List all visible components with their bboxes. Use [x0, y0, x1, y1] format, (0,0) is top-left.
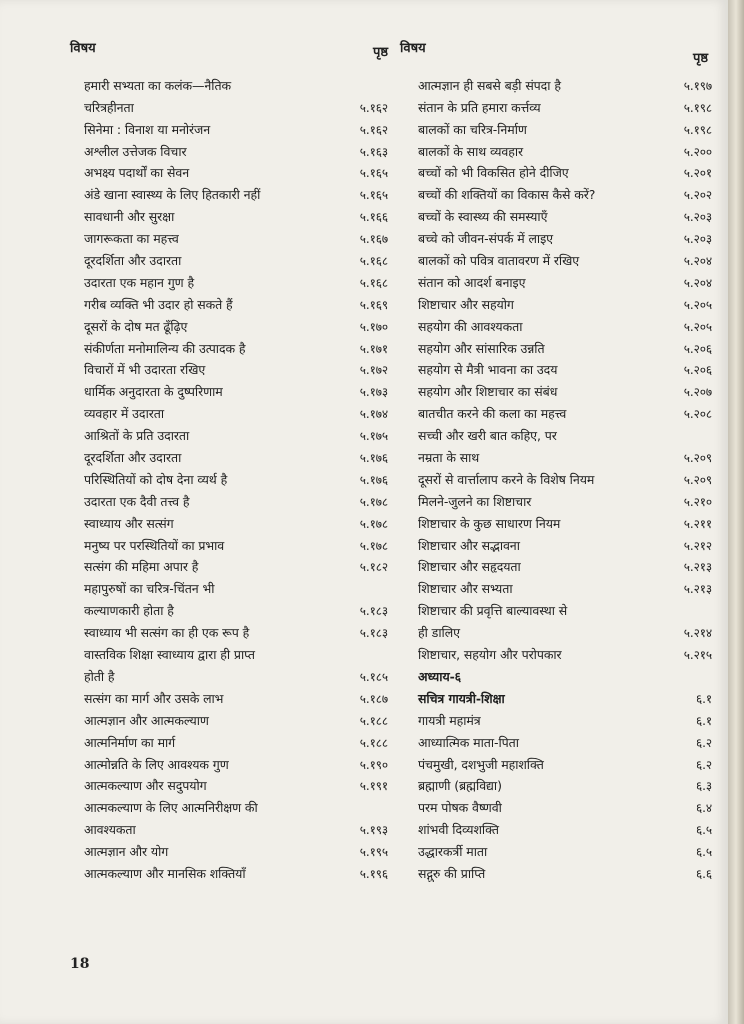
toc-entry — [70, 575, 388, 597]
toc-entry-title: आत्मनिर्माण का मार्ग — [84, 734, 176, 750]
toc-entry-title: नम्रता के साथ — [418, 450, 480, 466]
toc-entry-title: संतान के प्रति हमारा कर्त्तव्य — [418, 99, 541, 115]
toc-entry — [70, 313, 388, 335]
toc-entry-title: दूसरों के दोष मत ढूँढ़िए — [84, 318, 188, 334]
toc-entry — [400, 291, 712, 313]
toc-entry-page: ५.२१३ — [683, 582, 712, 597]
toc-column-right — [400, 38, 712, 882]
toc-entry — [400, 181, 712, 203]
toc-entry-title: शिष्टाचार और सभ्यता — [418, 581, 513, 597]
toc-entry-page: ५.१६८ — [359, 254, 388, 269]
toc-entry-page: ६.१ — [696, 713, 712, 728]
toc-entry-page: ५.१८७ — [359, 691, 388, 706]
toc-entry — [70, 116, 388, 138]
toc-entry-title: आत्मकल्याण के लिए आत्मनिरीक्षण की — [84, 800, 258, 816]
toc-entry-page: ५.२०९ — [683, 451, 712, 466]
toc-entry-title: उदारता एक महान गुण है — [84, 274, 195, 290]
toc-entry-page: ६.३ — [696, 779, 712, 794]
toc-entry-page: ५.१६२ — [359, 122, 388, 137]
toc-entry-page: ५.१६२ — [359, 100, 388, 115]
toc-entry — [70, 247, 388, 269]
toc-entry-page: ६.५ — [696, 845, 712, 860]
toc-entry — [70, 554, 388, 576]
toc-entry-title: आत्मकल्याण और मानसिक शक्तियाँ — [84, 865, 246, 881]
toc-entry — [400, 619, 712, 641]
toc-entry — [70, 597, 388, 619]
toc-entry-title: सच्ची और खरी बात कहिए, पर — [418, 428, 557, 444]
toc-entry-title: संतान को आदर्श बनाइए — [418, 274, 526, 290]
toc-entry — [70, 794, 388, 816]
toc-entry-page: ५.२१२ — [683, 538, 712, 553]
toc-entry — [400, 663, 712, 685]
toc-entry-page: ५.१६५ — [359, 166, 388, 181]
toc-entry-title: धार्मिक अनुदारता के दुष्परिणाम — [84, 384, 223, 400]
toc-entry-page: ५.२०२ — [683, 188, 712, 203]
toc-entry-title: ब्रह्माणी (ब्रह्मविद्या) — [418, 778, 502, 794]
toc-entry-title: ही डालिए — [418, 625, 460, 641]
toc-entry — [400, 575, 712, 597]
toc-entry-title: दूसरों से वार्त्तालाप करने के विशेष नियम — [418, 471, 595, 487]
toc-entry-page: ५.२०१ — [683, 166, 712, 181]
toc-entry — [70, 685, 388, 707]
toc-entry-title: दूरदर्शिता और उदारता — [84, 253, 182, 269]
toc-entry-title: चरित्रहीनता — [84, 99, 134, 115]
toc-entry-title: उद्धारकर्त्री माता — [418, 844, 488, 860]
toc-entry-page: ५.१९८ — [683, 100, 712, 115]
toc-entry-page: ५.१७६ — [359, 451, 388, 466]
toc-header-right — [400, 38, 712, 68]
toc-entry-page: ५.१७४ — [359, 407, 388, 422]
toc-entry — [70, 225, 388, 247]
toc-entry-title: मिलने-जुलने का शिष्टाचार — [418, 493, 532, 509]
toc-entry — [400, 116, 712, 138]
toc-entry-page: ६.५ — [696, 823, 712, 838]
toc-entry — [400, 400, 712, 422]
toc-entry-title: अश्लील उत्तेजक विचार — [84, 143, 187, 159]
toc-entry — [70, 94, 388, 116]
toc-entry — [70, 641, 388, 663]
toc-column-left — [70, 38, 388, 882]
toc-entry — [400, 729, 712, 751]
toc-list-right — [400, 72, 712, 882]
toc-entry-page: ६.१ — [696, 691, 712, 706]
toc-entry-title: बच्चों के स्वास्थ्य की समस्याएँ — [418, 209, 548, 225]
toc-entry — [400, 225, 712, 247]
subject-heading: विषय — [70, 41, 96, 56]
toc-entry — [70, 860, 388, 882]
toc-entry-title: होती है — [84, 668, 115, 684]
toc-entry — [70, 400, 388, 422]
toc-entry — [400, 794, 712, 816]
toc-entry-title: परम पोषक वैष्णवी — [418, 800, 502, 816]
toc-entry — [70, 72, 388, 94]
toc-entry-title: जागरूकता का महत्त्व — [84, 231, 179, 247]
toc-entry — [70, 488, 388, 510]
toc-entry — [400, 269, 712, 291]
toc-header-left — [70, 38, 388, 68]
toc-entry — [400, 94, 712, 116]
toc-entry — [70, 335, 388, 357]
toc-entry-title: सहयोग से मैत्री भावना का उदय — [418, 362, 558, 378]
toc-entry-page: ५.१७३ — [359, 385, 388, 400]
toc-entry-title: हमारी सभ्यता का कलंक—नैतिक — [84, 77, 231, 93]
toc-entry-page: ५.१९३ — [359, 823, 388, 838]
toc-entry-page: ५.१८५ — [359, 669, 388, 684]
toc-entry-page: ५.१७८ — [359, 494, 388, 509]
toc-entry-page: ५.१८२ — [359, 560, 388, 575]
toc-entry — [400, 247, 712, 269]
toc-entry-page: ५.१७२ — [359, 363, 388, 378]
toc-entry-page: ५.१६९ — [359, 297, 388, 312]
toc-entry — [70, 181, 388, 203]
toc-entry-title: बच्चों की शक्तियों का विकास कैसे करें? — [418, 187, 596, 203]
toc-entry-page: ६.२ — [696, 735, 712, 750]
toc-entry — [400, 422, 712, 444]
toc-entry — [400, 532, 712, 554]
toc-entry-title: आवश्यकता — [84, 822, 136, 838]
toc-entry-title: परिस्थितियों को दोष देना व्यर्थ है — [84, 471, 228, 487]
toc-entry — [400, 466, 712, 488]
toc-entry-page: ६.२ — [696, 757, 712, 772]
toc-entry-title: शिष्टाचार और सहृदयता — [418, 559, 521, 575]
toc-entry-title: दूरदर्शिता और उदारता — [84, 450, 182, 466]
toc-entry-title: आत्मोन्नति के लिए आवश्यक गुण — [84, 756, 229, 772]
subject-heading: विषय — [400, 41, 426, 56]
toc-entry-page: ५.१८३ — [359, 626, 388, 641]
toc-entry-page: ५.१८८ — [359, 713, 388, 728]
toc-entry — [400, 685, 712, 707]
toc-entry-title: शिष्टाचार के कुछ साधारण नियम — [418, 515, 561, 531]
toc-entry-title: आत्मज्ञान ही सबसे बड़ी संपदा है — [418, 77, 561, 93]
toc-entry-title: शिष्टाचार और सहयोग — [418, 296, 514, 312]
toc-entry-page: ५.१६८ — [359, 275, 388, 290]
toc-entry — [70, 532, 388, 554]
toc-entry-title: महापुरुषों का चरित्र-चिंतन भी — [84, 581, 215, 597]
toc-entry-page: ५.१९७ — [683, 78, 712, 93]
toc-entry-page: ५.१९५ — [359, 845, 388, 860]
toc-entry — [400, 488, 712, 510]
toc-entry — [70, 203, 388, 225]
toc-entry-page: ५.२०४ — [683, 254, 712, 269]
toc-entry — [70, 707, 388, 729]
toc-entry-page: ५.१६५ — [359, 188, 388, 203]
toc-entry-title: वास्तविक शिक्षा स्वाध्याय द्वारा ही प्राप्त — [84, 647, 255, 663]
toc-entry-page: ५.१९८ — [683, 122, 712, 137]
toc-entry — [70, 729, 388, 751]
toc-entry — [400, 335, 712, 357]
toc-entry — [400, 160, 712, 182]
toc-entry-title: बातचीत करने की कला का महत्त्व — [418, 406, 567, 422]
page-edge — [728, 0, 744, 1024]
toc-entry-title: शिष्टाचार, सहयोग और परोपकार — [418, 647, 562, 663]
toc-entry-title: सत्संग का मार्ग और उसके लाभ — [84, 690, 224, 706]
toc-entry-title: बालकों के साथ व्यवहार — [418, 143, 524, 159]
toc-entry-title: अंडे खाना स्वास्थ्य के लिए हितकारी नहीं — [84, 187, 261, 203]
toc-entry-page: ५.२०४ — [683, 275, 712, 290]
toc-entry-title: स्वाध्याय और सत्संग — [84, 515, 174, 531]
toc-list-left — [70, 72, 388, 882]
toc-entry-title: आत्मज्ञान और योग — [84, 844, 169, 860]
toc-entry — [70, 751, 388, 773]
toc-entry-page: ५.२०६ — [683, 363, 712, 378]
toc-entry-title: सहयोग की आवश्यकता — [418, 318, 523, 334]
toc-entry — [70, 444, 388, 466]
toc-entry-page: ५.१७१ — [359, 341, 388, 356]
toc-entry-title: आश्रितों के प्रति उदारता — [84, 428, 190, 444]
toc-entry-page: ५.१७० — [359, 319, 388, 334]
toc-entry-page: ५.१७५ — [359, 429, 388, 444]
toc-entry — [70, 619, 388, 641]
toc-entry-page: ५.२०५ — [683, 319, 712, 334]
toc-entry-page: ५.१६६ — [359, 210, 388, 225]
toc-entry — [400, 773, 712, 795]
toc-entry-page: ५.२१३ — [683, 560, 712, 575]
toc-entry — [400, 203, 712, 225]
toc-entry-page: ५.२०६ — [683, 341, 712, 356]
toc-entry-page: ५.२०५ — [683, 297, 712, 312]
toc-entry — [400, 641, 712, 663]
toc-entry — [400, 72, 712, 94]
toc-entry — [70, 838, 388, 860]
toc-entry — [70, 160, 388, 182]
toc-entry-title: शिष्टाचार की प्रवृत्ति बाल्यावस्था से — [418, 603, 568, 619]
toc-entry-title: आत्मकल्याण और सदुपयोग — [84, 778, 207, 794]
toc-entry-title: स्वाध्याय भी सत्संग का ही एक रूप है — [84, 625, 250, 641]
toc-entry-page: ५.१६७ — [359, 232, 388, 247]
toc-entry-title: उदारता एक दैवी तत्त्व है — [84, 493, 190, 509]
toc-entry-page: ५.२१५ — [683, 648, 712, 663]
toc-entry-title: मनुष्य पर परस्थितियों का प्रभाव — [84, 537, 225, 553]
toc-entry-page: ६.६ — [696, 866, 712, 881]
toc-entry-page: ५.२०८ — [683, 407, 712, 422]
toc-entry — [400, 860, 712, 882]
toc-entry-title: बालकों का चरित्र-निर्माण — [418, 121, 527, 137]
toc-entry-page: ५.१७८ — [359, 516, 388, 531]
toc-entry-title: शांभवी दिव्यशक्ति — [418, 822, 499, 838]
toc-entry-title: कल्याणकारी होता है — [84, 603, 174, 619]
toc-entry-page: ५.२१० — [683, 494, 712, 509]
toc-entry — [70, 773, 388, 795]
toc-entry — [70, 357, 388, 379]
toc-entry — [70, 466, 388, 488]
toc-entry-page: ५.२०३ — [683, 232, 712, 247]
toc-entry-title: सहयोग और सांसारिक उन्नति — [418, 340, 545, 356]
toc-entry — [70, 663, 388, 685]
toc-entry — [400, 138, 712, 160]
toc-entry-title: बालकों को पवित्र वातावरण में रखिए — [418, 253, 580, 269]
toc-entry-title: व्यवहार में उदारता — [84, 406, 164, 422]
toc-entry-page: ५.१९० — [359, 757, 388, 772]
toc-entry-title: संकीर्णता मनोमालिन्य की उत्पादक है — [84, 340, 246, 356]
toc-entry-page: ५.१६३ — [359, 144, 388, 159]
toc-entry — [400, 444, 712, 466]
toc-entry-page: ५.२०३ — [683, 210, 712, 225]
toc-entry-title: सावधानी और सुरक्षा — [84, 209, 175, 225]
toc-entry-page: ६.४ — [696, 801, 712, 816]
toc-entry-title: आत्मज्ञान और आत्मकल्याण — [84, 712, 209, 728]
toc-entry-page: ५.२०९ — [683, 472, 712, 487]
toc-entry — [400, 838, 712, 860]
toc-entry — [400, 751, 712, 773]
toc-entry-title: गरीब व्यक्ति भी उदार हो सकते हैं — [84, 296, 233, 312]
toc-entry-page: ५.१९१ — [359, 779, 388, 794]
page-heading: पृष्ठ — [692, 51, 708, 66]
toc-entry-title: शिष्टाचार और सद्भावना — [418, 537, 520, 553]
page-number: 18 — [70, 956, 90, 972]
toc-entry-title: अभक्ष्य पदार्थों का सेवन — [84, 165, 190, 181]
toc-entry — [400, 510, 712, 532]
toc-entry — [400, 816, 712, 838]
toc-entry — [400, 378, 712, 400]
toc-entry-page: ५.१८३ — [359, 604, 388, 619]
toc-entry — [70, 510, 388, 532]
toc-entry-title: सहयोग और शिष्टाचार का संबंध — [418, 384, 558, 400]
toc-entry-title: सिनेमा : विनाश या मनोरंजन — [84, 121, 211, 137]
page-heading: पृष्ठ — [372, 45, 388, 60]
toc-entry-title: सचित्र गायत्री-शिक्षा — [418, 690, 505, 706]
toc-entry-title: विचारों में भी उदारता रखिए — [84, 362, 206, 378]
toc-entry-page: ५.२११ — [683, 516, 712, 531]
toc-entry — [400, 357, 712, 379]
toc-entry — [70, 269, 388, 291]
toc-entry-page: ५.१९६ — [359, 866, 388, 881]
toc-entry-page: ५.१७८ — [359, 538, 388, 553]
toc-entry-title: गायत्री महामंत्र — [418, 712, 481, 728]
toc-entry-page: ५.२०७ — [683, 385, 712, 400]
toc-entry-title: अध्याय-६ — [418, 668, 462, 684]
toc-entry-title: बच्चे को जीवन-संपर्क में लाइए — [418, 231, 553, 247]
toc-entry-page: ५.२०० — [683, 144, 712, 159]
toc-entry — [400, 597, 712, 619]
toc-entry-title: पंचमुखी, दशभुजी महाशक्ति — [418, 756, 544, 772]
toc-entry-page: ५.२१४ — [683, 626, 712, 641]
toc-entry-title: सत्संग की महिमा अपार है — [84, 559, 199, 575]
toc-entry-title: सद्गुरु की प्राप्ति — [418, 865, 486, 881]
toc-entry-title: बच्चों को भी विकसित होने दीजिए — [418, 165, 569, 181]
toc-entry — [70, 138, 388, 160]
toc-entry — [70, 816, 388, 838]
toc-entry-page: ५.१८८ — [359, 735, 388, 750]
toc-entry — [70, 422, 388, 444]
toc-entry — [70, 378, 388, 400]
toc-entry — [400, 707, 712, 729]
toc-entry-page: ५.१७६ — [359, 472, 388, 487]
toc-entry — [400, 313, 712, 335]
toc-entry — [400, 554, 712, 576]
toc-entry — [70, 291, 388, 313]
toc-entry-title: आध्यात्मिक माता-पिता — [418, 734, 519, 750]
